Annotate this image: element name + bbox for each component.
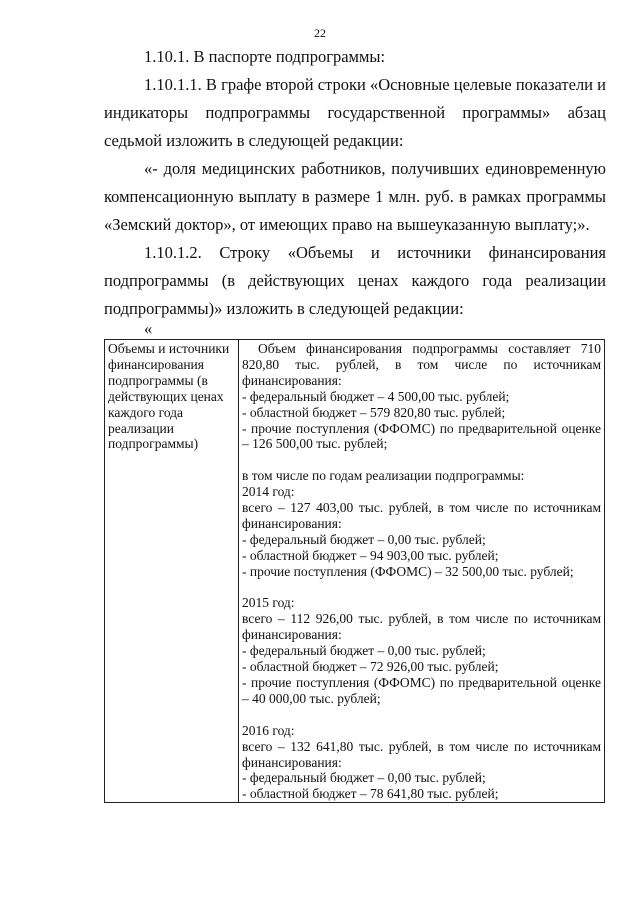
source-item: - областной бюджет – 78 641,80 тыс. рублей; bbox=[242, 786, 499, 802]
paragraph-text: «- доля медицинских работников, получивших единовременную компенсационную выплату в размере 1 млн. руб. в рамках программы «Земский доктор», от имеющих право на вышеуказанную выплату;». bbox=[104, 159, 606, 234]
year-heading: 2015 год: bbox=[242, 595, 295, 611]
year-group-2014 bbox=[242, 468, 601, 579]
paragraph-text: 1.10.1.1. В графе второй строки «Основные целевые показатели и индикаторы подпрограммы государственной программы» абзац седьмой изложить в следующей редакции: bbox=[104, 75, 606, 150]
financing-table bbox=[104, 339, 605, 803]
paragraph-quoted-indicator bbox=[104, 155, 606, 239]
total-financing-text: Объем финансирования подпрограммы составляет 710 820,80 тыс. рублей, в том числе по источникам финансирования: bbox=[242, 341, 601, 388]
paragraph-1-10-1-2 bbox=[104, 239, 606, 323]
year-total: всего – 132 641,80 тыс. рублей, в том числе по источникам финансирования: bbox=[242, 738, 601, 770]
total-financing-group bbox=[242, 341, 601, 452]
source-item: - областной бюджет – 579 820,80 тыс. рублей; bbox=[242, 404, 506, 420]
source-item: - прочие поступления (ФФОМС) по предварительной оценке – 40 000,00 тыс. рублей; bbox=[242, 675, 601, 706]
by-years-heading: в том числе по годам реализации подпрограммы: bbox=[242, 468, 525, 484]
paragraph-text: « bbox=[144, 319, 153, 338]
paragraph-text: 1.10.1. В паспорте подпрограммы: bbox=[144, 47, 386, 66]
paragraph-text: 1.10.1.2. Строку «Объемы и источники финансирования подпрограммы (в действующих ценах каждого года реализации подпрограммы)» изложить в следующей редакции: bbox=[104, 243, 606, 318]
paragraph-1-10-1 bbox=[104, 43, 606, 71]
row-label-cell: Объемы и источники финансирования подпрограммы (в действующих ценах каждого года реализации подпрограммы) bbox=[105, 340, 239, 803]
table-row bbox=[105, 340, 605, 803]
paragraph-1-10-1-1 bbox=[104, 71, 606, 155]
source-item: - федеральный бюджет – 0,00 тыс. рублей; bbox=[242, 643, 486, 659]
year-group-2016 bbox=[242, 723, 601, 803]
source-item: - областной бюджет – 72 926,00 тыс. рублей; bbox=[242, 659, 499, 675]
year-total: всего – 112 926,00 тыс. рублей, в том числе по источникам финансирования: bbox=[242, 611, 601, 643]
source-item: - прочие поступления (ФФОМС) – 32 500,00 тыс. рублей; bbox=[242, 563, 574, 579]
source-item: - федеральный бюджет – 4 500,00 тыс. рублей; bbox=[242, 388, 510, 404]
year-total: всего – 127 403,00 тыс. рублей, в том числе по источникам финансирования: bbox=[242, 500, 601, 531]
year-group-2015 bbox=[242, 595, 601, 706]
source-item: - областной бюджет – 94 903,00 тыс. рублей; bbox=[242, 547, 499, 563]
source-item: - федеральный бюджет – 0,00 тыс. рублей; bbox=[242, 770, 486, 786]
year-heading: 2016 год: bbox=[242, 722, 295, 738]
year-heading: 2014 год: bbox=[242, 484, 295, 500]
source-item: - прочие поступления (ФФОМС) по предварительной оценке – 126 500,00 тыс. рублей; bbox=[242, 420, 601, 452]
source-item: - федеральный бюджет – 0,00 тыс. рублей; bbox=[242, 531, 486, 547]
page-number: 22 bbox=[314, 26, 326, 40]
financing-details-cell bbox=[239, 340, 605, 803]
